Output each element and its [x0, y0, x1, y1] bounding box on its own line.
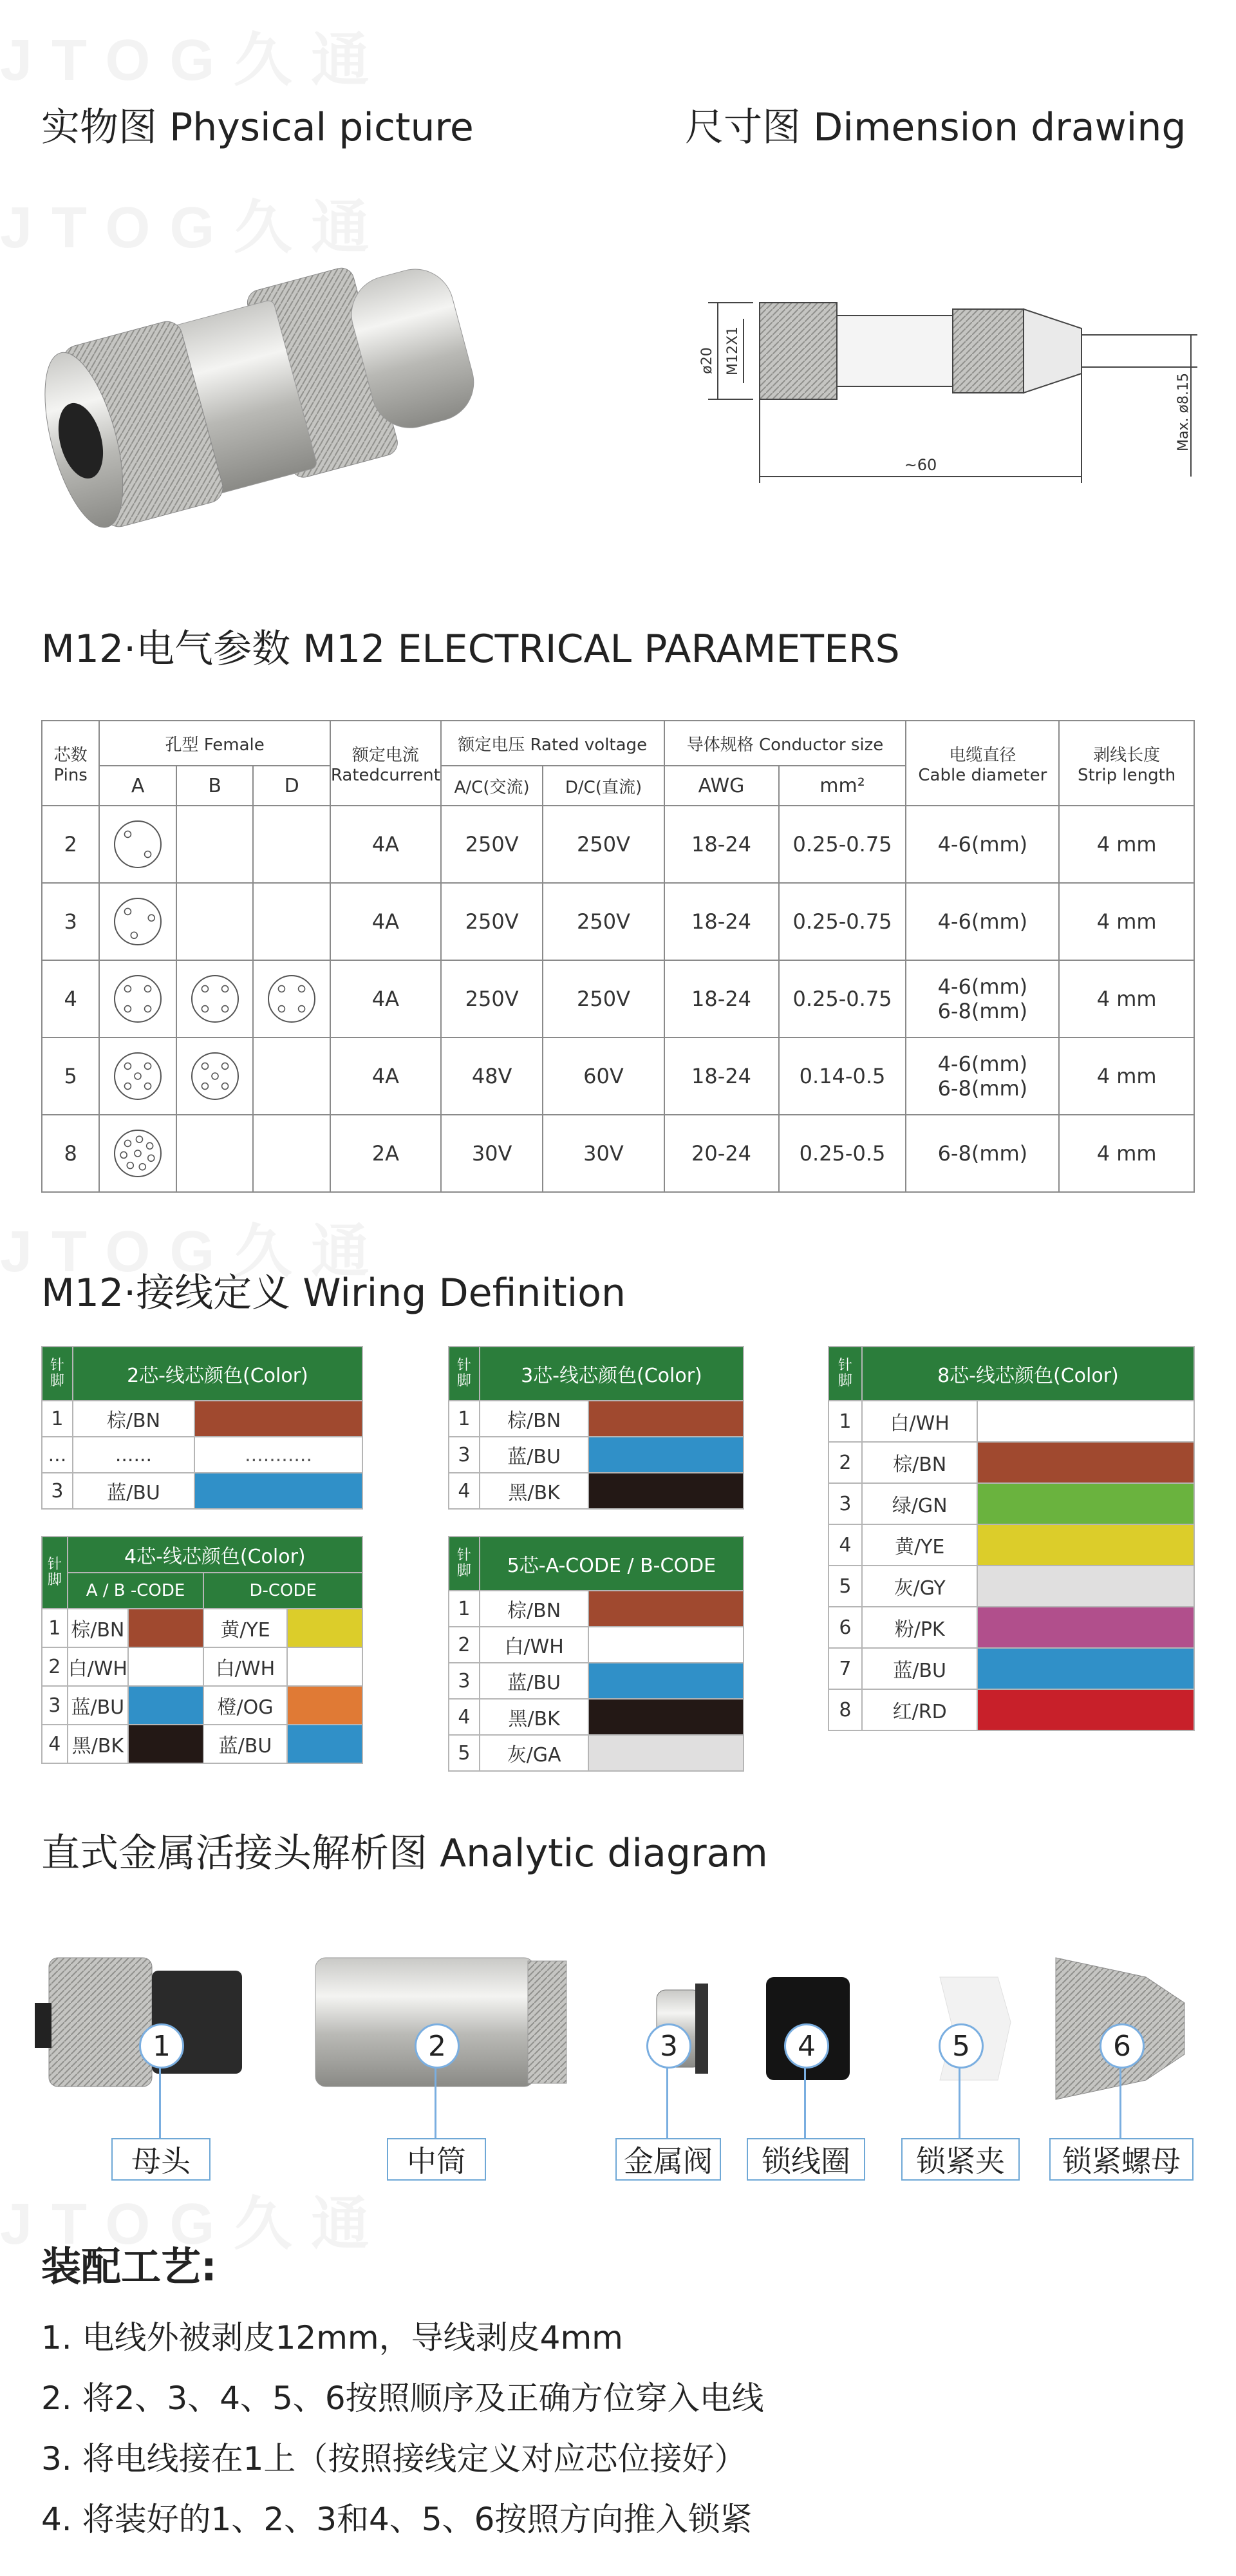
wiring-row	[449, 1627, 744, 1663]
wiring-color-name: ......	[73, 1437, 194, 1473]
cell-current: 4A	[330, 960, 441, 1037]
pin-header: 针 脚	[829, 1347, 862, 1401]
cell-pins: 2	[42, 806, 99, 883]
wiring-color-swatch	[588, 1437, 744, 1473]
parts-illustration	[26, 1932, 1210, 2125]
wiring-color-name-d: 黄/YE	[203, 1609, 286, 1647]
cell-dc: 60V	[543, 1037, 664, 1115]
pin-dot	[125, 831, 131, 837]
pin-dot	[125, 985, 131, 992]
cell-diameter: 4-6(mm)	[906, 883, 1059, 960]
wiring-color-name-d: 蓝/BU	[203, 1725, 286, 1763]
wiring-color-swatch	[588, 1473, 744, 1509]
wiring-color-swatch	[588, 1699, 744, 1735]
cell-mm2: 0.14-0.5	[779, 1037, 906, 1115]
part-number-badge: 1	[139, 2023, 184, 2069]
part-label: 中筒	[387, 2138, 486, 2181]
pin-layout-icon	[185, 1046, 245, 1106]
wiring-color-name: 蓝/BU	[480, 1663, 589, 1699]
col-strip-length: 剥线长度 Strip length	[1059, 721, 1194, 806]
wiring-table-4core	[41, 1536, 363, 1764]
wiring-color-name-ab: 蓝/BU	[68, 1686, 128, 1725]
pin-dot	[221, 1063, 228, 1069]
wiring-pin: 4	[449, 1699, 480, 1735]
cell-pins: 5	[42, 1037, 99, 1115]
wiring-4core-sub-d: D-CODE	[203, 1573, 362, 1609]
cell-hole-d	[253, 883, 330, 960]
wiring-color-swatch	[588, 1735, 744, 1771]
wiring-color-swatch-ab	[128, 1725, 203, 1763]
wiring-color-swatch	[977, 1689, 1194, 1730]
pin-dot	[299, 985, 305, 992]
wiring-row	[829, 1566, 1194, 1607]
wiring-row	[449, 1591, 744, 1627]
wiring-row	[829, 1483, 1194, 1524]
cell-pins: 3	[42, 883, 99, 960]
wiring-color-swatch	[588, 1401, 744, 1437]
pin-header: 针 脚	[42, 1347, 73, 1401]
wiring-pin: 4	[829, 1524, 862, 1566]
pin-dot	[212, 1073, 218, 1079]
col-rated-voltage: 额定电压 Rated voltage	[441, 721, 664, 766]
part-label: 锁线圈	[747, 2138, 865, 2181]
cell-awg: 18-24	[664, 960, 779, 1037]
wiring-color-swatch: ...........	[194, 1437, 362, 1473]
pin-dot	[201, 1006, 208, 1012]
assembly-steps	[41, 2312, 764, 2554]
wiring-color-swatch-ab	[128, 1609, 203, 1647]
wiring-color-swatch-d	[287, 1609, 362, 1647]
cell-hole-d	[253, 806, 330, 883]
dim-thread: M12X1	[725, 326, 741, 376]
pin-header: 针 脚	[449, 1347, 480, 1401]
pin-dot	[136, 1136, 143, 1142]
cell-pins: 4	[42, 960, 99, 1037]
cell-ac: 30V	[441, 1115, 543, 1192]
pin-layout-icon	[108, 969, 167, 1028]
cell-strip: 4 mm	[1059, 1037, 1194, 1115]
cell-mm2: 0.25-0.75	[779, 883, 906, 960]
dim-length: ~60	[904, 456, 937, 474]
electrical-row	[42, 806, 1194, 883]
pin-dot	[145, 1083, 151, 1090]
pin-dot	[127, 1162, 133, 1169]
wiring-color-swatch-d	[287, 1647, 362, 1686]
electrical-row	[42, 960, 1194, 1037]
pin-header: 针 脚	[449, 1537, 480, 1591]
pin-dot	[201, 1083, 208, 1090]
dim-d20: ø20	[699, 347, 715, 374]
col-pins: 芯数 Pins	[42, 721, 99, 806]
wiring-row	[449, 1437, 744, 1473]
assembly-step: 4. 将装好的1、2、3和4、5、6按照方向推入锁紧	[41, 2501, 753, 2538]
wiring-pin: 1	[449, 1591, 480, 1627]
part-label: 锁紧螺母	[1049, 2138, 1194, 2181]
wiring-color-name: 粉/PK	[862, 1607, 978, 1648]
wiring-pin: 1	[449, 1401, 480, 1437]
wiring-pin: 2	[829, 1442, 862, 1483]
wiring-color-name-ab: 棕/BN	[68, 1609, 128, 1647]
wiring-row	[42, 1725, 362, 1763]
assembly-step: 3. 将电线接在1上（按照接线定义对应芯位接好）	[41, 2440, 747, 2477]
col-cable-diameter: 电缆直径 Cable diameter	[906, 721, 1059, 806]
cell-dc: 250V	[543, 883, 664, 960]
pin-dot	[139, 1164, 145, 1170]
wiring-pin: 3	[42, 1473, 73, 1509]
part-number-badge: 5	[939, 2023, 984, 2069]
pin-dot	[125, 1063, 131, 1069]
wiring-row	[42, 1437, 362, 1473]
pin-layout-icon	[108, 892, 167, 951]
cell-hole-d	[253, 1115, 330, 1192]
wiring-row	[829, 1442, 1194, 1483]
part-leader-line	[666, 2066, 668, 2138]
wiring-pin: 3	[42, 1686, 68, 1725]
wiring-row	[449, 1401, 744, 1437]
cell-hole-d	[253, 960, 330, 1037]
part-leader-line	[435, 2066, 436, 2138]
electrical-row	[42, 883, 1194, 960]
pin-dot	[125, 1006, 131, 1012]
wiring-row	[449, 1663, 744, 1699]
wiring-row	[42, 1647, 362, 1686]
wiring-2core-title: 2芯-线芯颜色(Color)	[73, 1347, 362, 1401]
pin-dot	[125, 908, 131, 914]
wiring-row	[829, 1524, 1194, 1566]
pin-dot	[201, 985, 208, 992]
cell-awg: 20-24	[664, 1115, 779, 1192]
wiring-row	[829, 1607, 1194, 1648]
dimension-drawing	[682, 283, 1210, 496]
wiring-color-swatch	[977, 1566, 1194, 1607]
electrical-params-table	[41, 720, 1195, 1193]
wiring-pin: 4	[449, 1473, 480, 1509]
wiring-color-name: 棕/BN	[862, 1442, 978, 1483]
pin-dot	[120, 1151, 127, 1158]
pin-layout-icon	[262, 969, 321, 1028]
cell-hole-d	[253, 1037, 330, 1115]
wiring-color-name: 绿/GN	[862, 1483, 978, 1524]
wiring-color-name: 蓝/BU	[480, 1437, 589, 1473]
cell-current: 4A	[330, 806, 441, 883]
cell-current: 4A	[330, 883, 441, 960]
cell-mm2: 0.25-0.75	[779, 806, 906, 883]
pin-dot	[279, 985, 285, 992]
cell-diameter: 4-6(mm) 6-8(mm)	[906, 1037, 1059, 1115]
cell-hole-b	[176, 883, 254, 960]
connector-photo	[39, 245, 554, 528]
cell-hole-a	[99, 1115, 176, 1192]
electrical-row	[42, 1037, 1194, 1115]
cell-dc: 250V	[543, 960, 664, 1037]
wiring-definition-title: M12·接线定义 Wiring Definition	[41, 1271, 626, 1316]
wiring-color-name-d: 白/WH	[203, 1647, 286, 1686]
wiring-pin: 6	[829, 1607, 862, 1648]
wiring-pin: 1	[42, 1401, 73, 1437]
pin-dot	[201, 1063, 208, 1069]
watermark-text: JTOG久通	[0, 1220, 389, 1284]
pin-dot	[221, 1006, 228, 1012]
wiring-color-name: 灰/GY	[862, 1566, 978, 1607]
wiring-color-name: 黑/BK	[480, 1699, 589, 1735]
wiring-color-name: 白/WH	[480, 1627, 589, 1663]
wiring-color-swatch	[977, 1401, 1194, 1442]
wiring-pin: 5	[449, 1735, 480, 1771]
wiring-pin: 8	[829, 1689, 862, 1730]
wiring-pin: 4	[42, 1725, 68, 1763]
wiring-pin: 3	[449, 1663, 480, 1699]
wiring-8core-title: 8芯-线芯颜色(Color)	[862, 1347, 1194, 1401]
watermark-row	[0, 1204, 1236, 1284]
pin-dot	[125, 1140, 131, 1146]
watermark-text: JTOG久通	[0, 2192, 389, 2257]
pin-dot	[145, 1063, 151, 1069]
pin-dot	[148, 1155, 154, 1161]
pin-dot	[131, 932, 137, 938]
cell-mm2: 0.25-0.5	[779, 1115, 906, 1192]
wiring-color-name: 蓝/BU	[862, 1648, 978, 1689]
watermark-text: JTOG久通	[0, 196, 389, 260]
cell-current: 2A	[330, 1115, 441, 1192]
cell-diameter: 4-6(mm) 6-8(mm)	[906, 960, 1059, 1037]
pin-layout-icon	[185, 969, 245, 1028]
wiring-pin: 1	[829, 1401, 862, 1442]
cell-hole-a	[99, 883, 176, 960]
wiring-row	[42, 1473, 362, 1509]
wiring-5core-title: 5芯-A-CODE / B-CODE	[480, 1537, 744, 1591]
cell-strip: 4 mm	[1059, 883, 1194, 960]
part-leader-line	[959, 2066, 960, 2138]
watermark-row	[0, 180, 1236, 260]
wiring-pin: 3	[449, 1437, 480, 1473]
col-a: A	[99, 766, 176, 806]
electrical-row	[42, 1115, 1194, 1192]
cell-strip: 4 mm	[1059, 1115, 1194, 1192]
wiring-color-name: 棕/BN	[480, 1401, 589, 1437]
assembly-step: 1. 电线外被剥皮12mm，导线剥皮4mm	[41, 2319, 623, 2356]
pin-dot	[125, 1083, 131, 1090]
wiring-row	[449, 1473, 744, 1509]
wiring-row	[42, 1609, 362, 1647]
part-label: 金属阀	[615, 2138, 721, 2181]
wiring-pin: 2	[42, 1647, 68, 1686]
wiring-color-swatch-ab	[128, 1686, 203, 1725]
wiring-4core-title: 4芯-线芯颜色(Color)	[68, 1537, 362, 1573]
wiring-pin: 5	[829, 1566, 862, 1607]
wiring-color-swatch-ab	[128, 1647, 203, 1686]
wiring-color-name: 棕/BN	[480, 1591, 589, 1627]
cell-hole-b	[176, 1115, 254, 1192]
cell-awg: 18-24	[664, 883, 779, 960]
part-leader-line	[159, 2066, 161, 2138]
part-label: 母头	[111, 2138, 211, 2181]
wiring-color-swatch-d	[287, 1686, 362, 1725]
pin-dot	[221, 1083, 228, 1090]
wiring-color-name-ab: 白/WH	[68, 1647, 128, 1686]
wiring-color-swatch	[588, 1663, 744, 1699]
pin-dot	[135, 1150, 141, 1157]
wiring-pin: ...	[42, 1437, 73, 1473]
cell-ac: 250V	[441, 883, 543, 960]
watermark-row	[0, 13, 1236, 93]
wiring-row	[449, 1699, 744, 1735]
electrical-params-title: M12·电气参数 M12 ELECTRICAL PARAMETERS	[41, 627, 900, 672]
part-number-badge: 6	[1100, 2023, 1145, 2069]
pin-dot	[145, 851, 151, 858]
cell-ac: 250V	[441, 960, 543, 1037]
pin-layout-icon	[108, 1046, 167, 1106]
watermark-row	[0, 2177, 1236, 2257]
pin-dot	[299, 1006, 305, 1012]
part-number-badge: 2	[415, 2023, 460, 2069]
analytic-diagram-title: 直式金属活接头解析图 Analytic diagram	[41, 1831, 768, 1876]
wiring-color-swatch	[977, 1483, 1194, 1524]
wiring-color-name-ab: 黑/BK	[68, 1725, 128, 1763]
assembly-title: 装配工艺:	[41, 2243, 217, 2290]
cell-diameter: 6-8(mm)	[906, 1115, 1059, 1192]
cell-ac: 250V	[441, 806, 543, 883]
wiring-color-name: 白/WH	[862, 1401, 978, 1442]
cell-dc: 250V	[543, 806, 664, 883]
cell-diameter: 4-6(mm)	[906, 806, 1059, 883]
wiring-table-8core	[828, 1346, 1195, 1731]
wiring-color-swatch	[588, 1591, 744, 1627]
cell-dc: 30V	[543, 1115, 664, 1192]
part-number-badge: 4	[784, 2023, 829, 2069]
pin-dot	[145, 985, 151, 992]
wiring-color-name: 红/RD	[862, 1689, 978, 1730]
col-dc: D/C(直流)	[543, 766, 664, 806]
wiring-color-swatch	[977, 1442, 1194, 1483]
pin-dot	[148, 914, 154, 921]
pin-dot	[221, 985, 228, 992]
col-awg: AWG	[664, 766, 779, 806]
watermark-text: JTOG久通	[0, 28, 389, 93]
wiring-color-name: 黑/BK	[480, 1473, 589, 1509]
cell-strip: 4 mm	[1059, 960, 1194, 1037]
assembly-step: 2. 将2、3、4、5、6按照顺序及正确方位穿入电线	[41, 2380, 764, 2417]
pin-layout-icon	[108, 1124, 167, 1183]
wiring-pin: 7	[829, 1648, 862, 1689]
wiring-3core-title: 3芯-线芯颜色(Color)	[480, 1347, 744, 1401]
wiring-row	[449, 1735, 744, 1771]
wiring-color-name: 灰/GA	[480, 1735, 589, 1771]
wiring-color-swatch-d	[287, 1725, 362, 1763]
dimension-drawing-title: 尺寸图 Dimension drawing	[685, 105, 1186, 150]
wiring-color-swatch	[977, 1607, 1194, 1648]
pin-dot	[135, 1073, 141, 1079]
wiring-pin: 2	[449, 1627, 480, 1663]
part-label: 锁紧夹	[901, 2138, 1020, 2181]
cell-hole-b	[176, 806, 254, 883]
dim-max: Max. ø8.15	[1175, 373, 1192, 451]
col-conductor: 导体规格 Conductor size	[664, 721, 906, 766]
physical-picture-title: 实物图 Physical picture	[41, 105, 474, 150]
cell-hole-a	[99, 806, 176, 883]
wiring-color-swatch	[588, 1627, 744, 1663]
cell-hole-b	[176, 960, 254, 1037]
pin-dot	[147, 1142, 153, 1149]
cell-hole-b	[176, 1037, 254, 1115]
cell-awg: 18-24	[664, 806, 779, 883]
cell-strip: 4 mm	[1059, 806, 1194, 883]
col-mm2: mm²	[779, 766, 906, 806]
part-leader-line	[1119, 2066, 1121, 2138]
col-d: D	[253, 766, 330, 806]
wiring-row	[829, 1648, 1194, 1689]
cell-hole-a	[99, 960, 176, 1037]
cell-mm2: 0.25-0.75	[779, 960, 906, 1037]
pin-layout-icon	[108, 815, 167, 874]
wiring-row	[829, 1401, 1194, 1442]
wiring-color-swatch	[194, 1473, 362, 1509]
wiring-color-name-d: 橙/OG	[203, 1686, 286, 1725]
col-ac: A/C(交流)	[441, 766, 543, 806]
part-number-badge: 3	[646, 2023, 691, 2069]
cell-pins: 8	[42, 1115, 99, 1192]
wiring-table-2core	[41, 1346, 363, 1510]
wiring-4core-sub-ab: A / B -CODE	[68, 1573, 204, 1609]
col-hole-type: 孔型 Female	[99, 721, 330, 766]
wiring-row	[42, 1401, 362, 1437]
wiring-row	[42, 1686, 362, 1725]
wiring-color-name: 棕/BN	[73, 1401, 194, 1437]
wiring-color-name: 黄/YE	[862, 1524, 978, 1566]
cell-current: 4A	[330, 1037, 441, 1115]
part-leader-line	[804, 2066, 806, 2138]
col-b: B	[176, 766, 254, 806]
col-rated-current: 额定电流 Ratedcurrent	[330, 721, 441, 806]
wiring-color-name: 蓝/BU	[73, 1473, 194, 1509]
wiring-table-5core	[448, 1536, 744, 1772]
wiring-color-swatch	[977, 1648, 1194, 1689]
wiring-table-3core	[448, 1346, 744, 1510]
pin-header: 针 脚	[42, 1537, 68, 1609]
wiring-color-swatch	[194, 1401, 362, 1437]
wiring-color-swatch	[977, 1524, 1194, 1566]
wiring-pin: 1	[42, 1609, 68, 1647]
cell-ac: 48V	[441, 1037, 543, 1115]
cell-hole-a	[99, 1037, 176, 1115]
pin-dot	[279, 1006, 285, 1012]
pin-dot	[145, 1006, 151, 1012]
cell-awg: 18-24	[664, 1037, 779, 1115]
wiring-row	[829, 1689, 1194, 1730]
wiring-pin: 3	[829, 1483, 862, 1524]
